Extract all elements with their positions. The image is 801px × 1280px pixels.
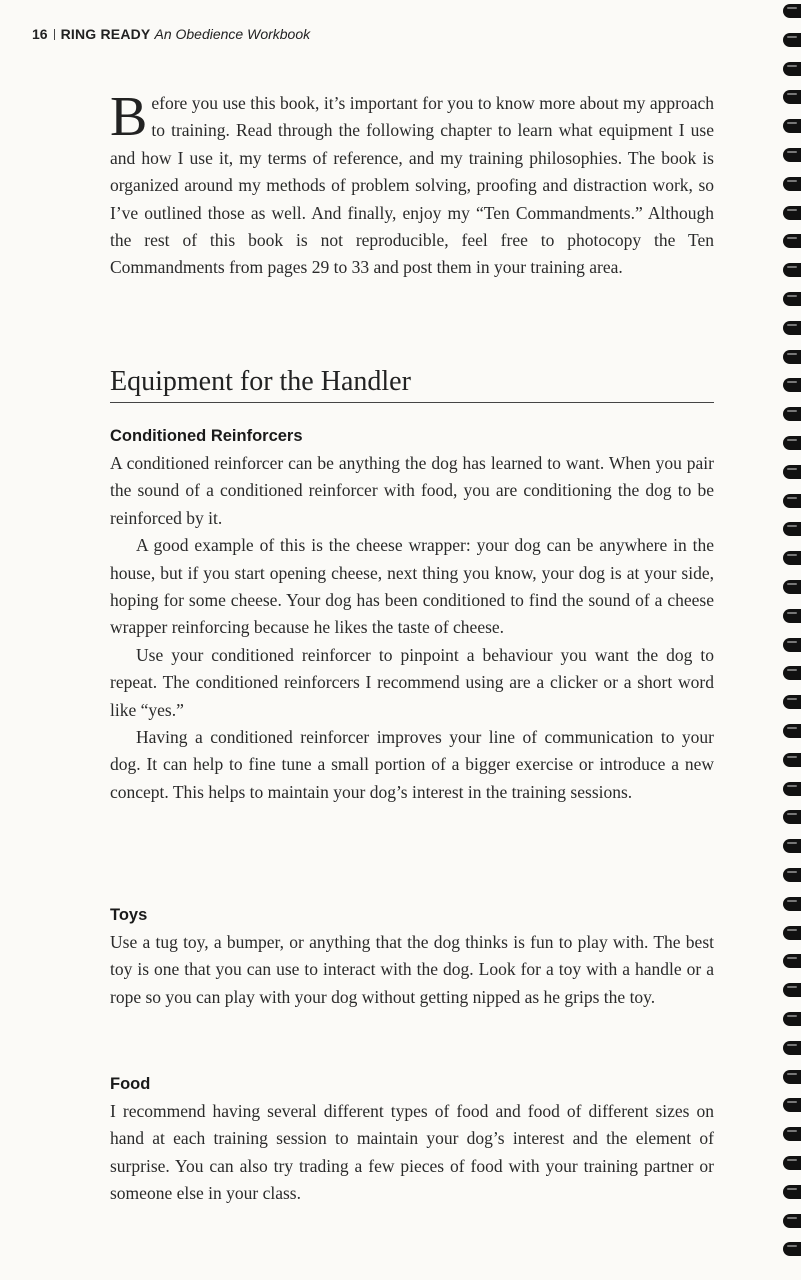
- toys-section: [110, 906, 714, 1011]
- intro-text: efore you use this book, it’s important for you to know more about my approach to training. Read through the following chapter to learn what equipment I use and how I use it, my terms of reference, and my training philosophies. The book is organized around my methods of problem solving, proofing and distraction work, so I’ve outlined those as well. And finally, enjoy my “Ten Commandments.” Although the rest of this book is not reproducible, feel free to photocopy the Ten Commandments from pages 29 to 33 and post them in your training area.: [110, 93, 714, 278]
- section-title: Equipment for the Handler: [110, 366, 714, 403]
- food-heading: Food: [110, 1075, 151, 1093]
- binding-coil: [783, 436, 801, 450]
- binding-coil: [783, 4, 801, 18]
- book-subtitle: An Obedience Workbook: [154, 26, 311, 42]
- binding-coil: [783, 1242, 801, 1256]
- header-divider: [54, 29, 55, 40]
- binding-coil: [783, 206, 801, 220]
- binding-coil: [783, 1185, 801, 1199]
- binding-coil: [783, 62, 801, 76]
- binding-coil: [783, 983, 801, 997]
- conditioned-paragraph-3: Use your conditioned reinforcer to pinpoint a behaviour you want the dog to repeat. The conditioned reinforcers I recommend using are a clicker or a short word like “yes.”: [110, 644, 714, 720]
- binding-coil: [783, 666, 801, 680]
- binding-coil: [783, 378, 801, 392]
- binding-coil: [783, 782, 801, 796]
- binding-coil: [783, 897, 801, 911]
- conditioned-reinforcers-section: [110, 427, 714, 806]
- toys-heading: Toys: [110, 906, 148, 924]
- binding-coil: [783, 839, 801, 853]
- binding-coil: [783, 148, 801, 162]
- intro-block: [110, 86, 714, 282]
- binding-coil: [783, 465, 801, 479]
- binding-coil: [783, 580, 801, 594]
- binding-coil: [783, 1098, 801, 1112]
- binding-coil: [783, 926, 801, 940]
- binding-coil: [783, 1070, 801, 1084]
- food-paragraph: I recommend having several different types of food and food of different sizes on hand at each training session to maintain your dog’s interest and the element of surprise. You can also try trading a few pieces of food with your training partner or someone else in your class.: [110, 1101, 714, 1204]
- binding-coil: [783, 177, 801, 191]
- food-section: [110, 1075, 714, 1208]
- binding-coil: [783, 724, 801, 738]
- binding-coil: [783, 33, 801, 47]
- binding-coil: [783, 638, 801, 652]
- binding-coil: [783, 90, 801, 104]
- binding-coil: [783, 292, 801, 306]
- intro-paragraph: [110, 86, 714, 282]
- binding-coil: [783, 1214, 801, 1228]
- spiral-binding: [779, 0, 801, 1280]
- binding-coil: [783, 551, 801, 565]
- running-header: [32, 26, 310, 42]
- binding-coil: [783, 321, 801, 335]
- conditioned-reinforcers-heading: Conditioned Reinforcers: [110, 427, 303, 445]
- binding-coil: [783, 350, 801, 364]
- conditioned-paragraph-2: A good example of this is the cheese wrapper: your dog can be anywhere in the house, but if you start opening cheese, next thing you know, your dog is at your side, hoping for some cheese. Your dog has been conditioned to find the sound of a cheese wrapper reinforcing because he likes the taste of cheese.: [110, 535, 714, 638]
- toys-paragraph: Use a tug toy, a bumper, or anything that the dog thinks is fun to play with. The best toy is one that you can use to interact with the dog. Look for a toy with a handle or a rope so you can play with your dog without getting nipped as he grips the toy.: [110, 932, 714, 1007]
- binding-coil: [783, 810, 801, 824]
- binding-coil: [783, 954, 801, 968]
- binding-coil: [783, 753, 801, 767]
- binding-coil: [783, 1041, 801, 1055]
- binding-coil: [783, 234, 801, 248]
- binding-coil: [783, 609, 801, 623]
- binding-coil: [783, 695, 801, 709]
- binding-coil: [783, 1012, 801, 1026]
- binding-coil: [783, 263, 801, 277]
- conditioned-paragraph-1: A conditioned reinforcer can be anything the dog has learned to want. When you pair the sound of a conditioned reinforcer with food, you are conditioning the dog to be reinforced by it.: [110, 453, 714, 528]
- binding-coil: [783, 1127, 801, 1141]
- page-number: 16: [32, 26, 48, 42]
- binding-coil: [783, 868, 801, 882]
- binding-coil: [783, 522, 801, 536]
- binding-coil: [783, 407, 801, 421]
- binding-coil: [783, 494, 801, 508]
- binding-coil: [783, 1156, 801, 1170]
- book-title: RING READY: [60, 26, 151, 42]
- drop-cap: B: [110, 86, 148, 148]
- conditioned-paragraph-4: Having a conditioned reinforcer improves your line of communication to your dog. It can help to fine tune a small portion of a bigger exercise or introduce a new concept. This helps to maintain your dog’s interest in the training sessions.: [110, 727, 714, 802]
- binding-coil: [783, 119, 801, 133]
